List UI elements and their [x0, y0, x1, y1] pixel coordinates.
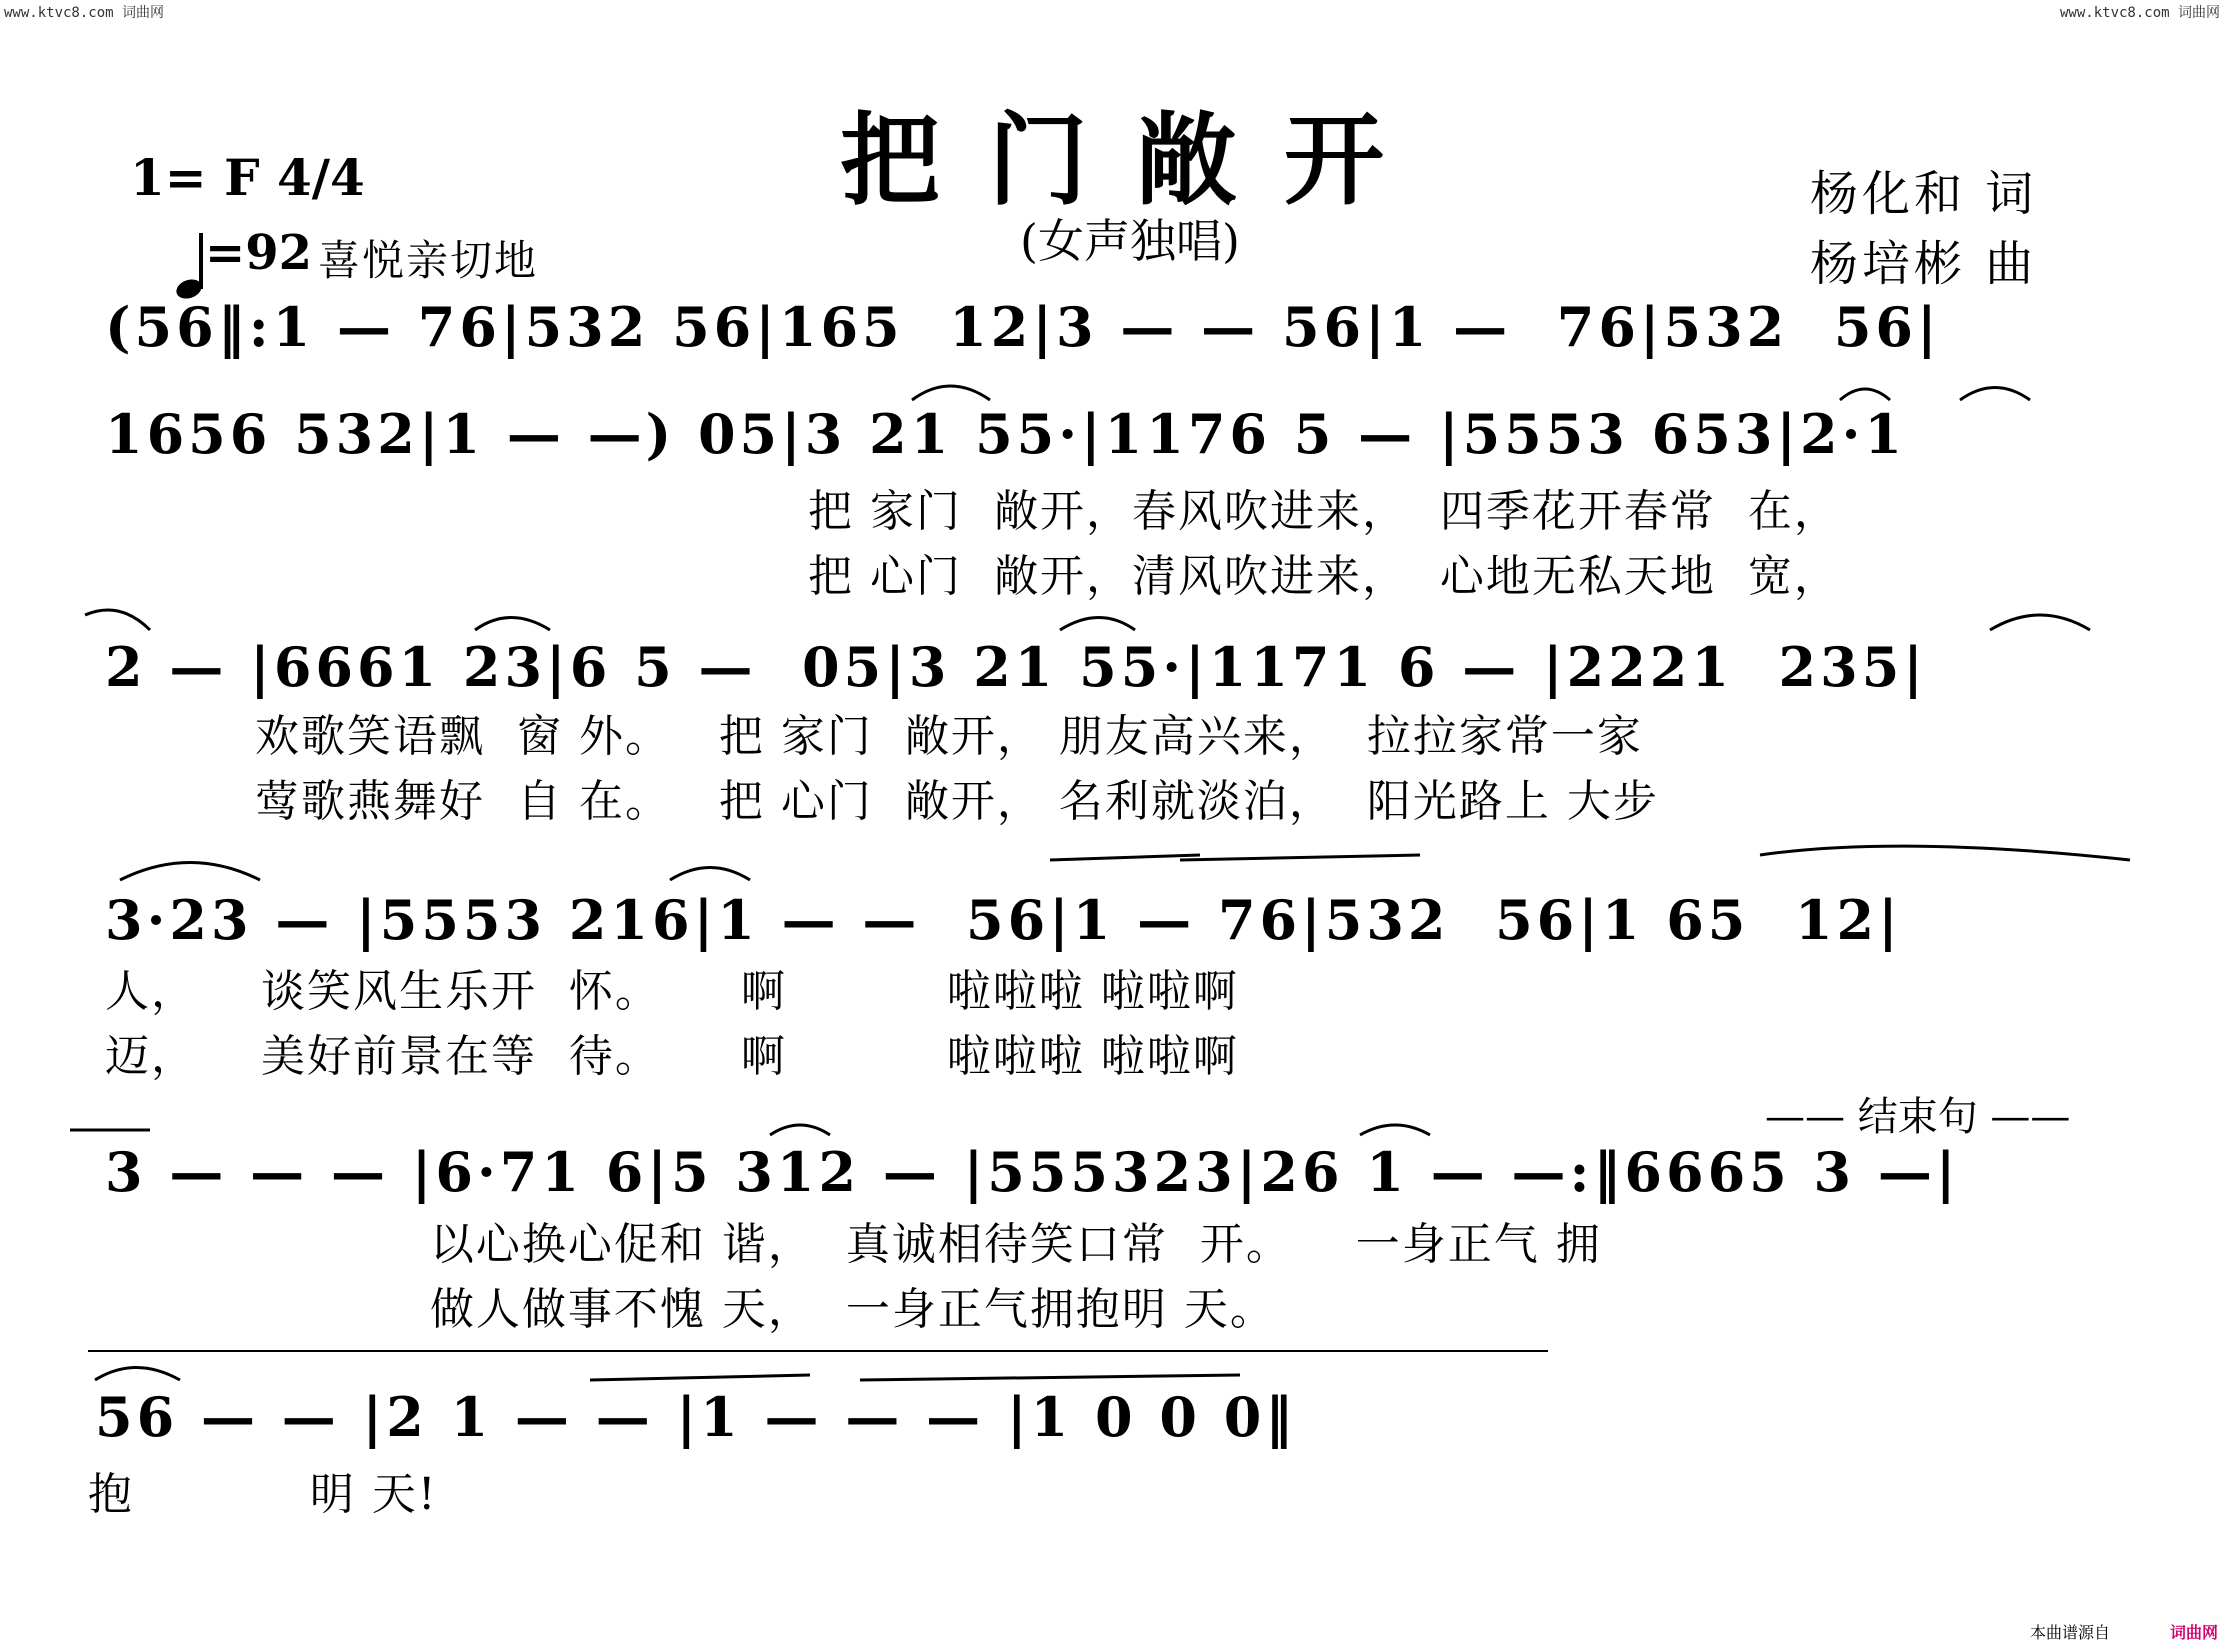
song-title: 把门敞开	[840, 101, 1432, 219]
notation-line-3: 2 — |6661 23|6 5 — 05|3 21 55·|1171 6 — |2221 235|	[105, 635, 1927, 699]
lyric-line-3-verse-1: 欢歌笑语飘 窗 外。 把 家门 敞开， 朋友高兴来， 拉拉家常一家	[255, 711, 1643, 762]
notation-line-5: 3 — — — |6·71 6|5 312 — |555323|26 1 — —:‖6665 3 —|	[105, 1140, 1960, 1204]
notation-line-6: 56 — — |2 1 — — |1 — — — |1 0 0 0‖	[95, 1385, 1297, 1449]
song-subtitle: (女声独唱)	[1020, 214, 1240, 268]
lyric-line-3-verse-2: 莺歌燕舞好 自 在。 把 心门 敞开， 名利就淡泊， 阳光路上 大步	[255, 776, 1659, 827]
lyric-line-2-verse-1: 把 家门 敞开，春风吹进来， 四季花开春常 在，	[808, 486, 1840, 537]
lyric-line-4-verse-2: 迈， 美好前景在等 待。 啊 啦啦啦 啦啦啊	[105, 1031, 1239, 1082]
lyric-line-2-verse-2: 把 心门 敞开，清风吹进来， 心地无私天地 宽，	[808, 551, 1840, 602]
footer-source: 本曲谱源自	[2030, 1623, 2111, 1642]
notation-line-1: (56‖:1 — 76|532 56|165 12|3 — — 56|1 — 76|532 56|	[105, 295, 1941, 359]
footer-site: 词曲网	[2170, 1623, 2219, 1642]
lyric-line-6: 抱 明 天!	[88, 1469, 438, 1520]
key-signature: 1= F 4/4	[130, 148, 365, 207]
composer-credit: 杨培彬 曲	[1810, 236, 2038, 292]
tempo-mark: 喜悦亲切地	[318, 236, 539, 285]
notation-line-4: 3·23 — |5553 216|1 — — 56|1 — 76|532 56|1 65 12|	[105, 888, 1902, 952]
lyricist-credit: 杨化和 词	[1810, 166, 2038, 222]
ending-section-label: —— 结束句 ——	[1765, 1094, 2071, 1140]
lyric-line-4-verse-1: 人， 谈笑风生乐开 怀。 啊 啦啦啦 啦啦啊	[105, 966, 1239, 1017]
watermark-left: www.ktvc8.com 词曲网	[4, 5, 165, 21]
notation-line-2: 1656 532|1 — —) 05|3 21 55·|1176 5 — |5553 653|2·1	[105, 402, 1906, 466]
lyric-line-5-verse-1: 以心换心促和 谐， 真诚相待笑口常 开。 一身正气 拥	[350, 1219, 1602, 1270]
tempo-value: =92	[205, 225, 313, 281]
watermark-right: www.ktvc8.com 词曲网	[2060, 5, 2221, 21]
lyric-line-5-verse-2: 做人做事不愧 天， 一身正气拥抱明 天。	[350, 1284, 1276, 1335]
